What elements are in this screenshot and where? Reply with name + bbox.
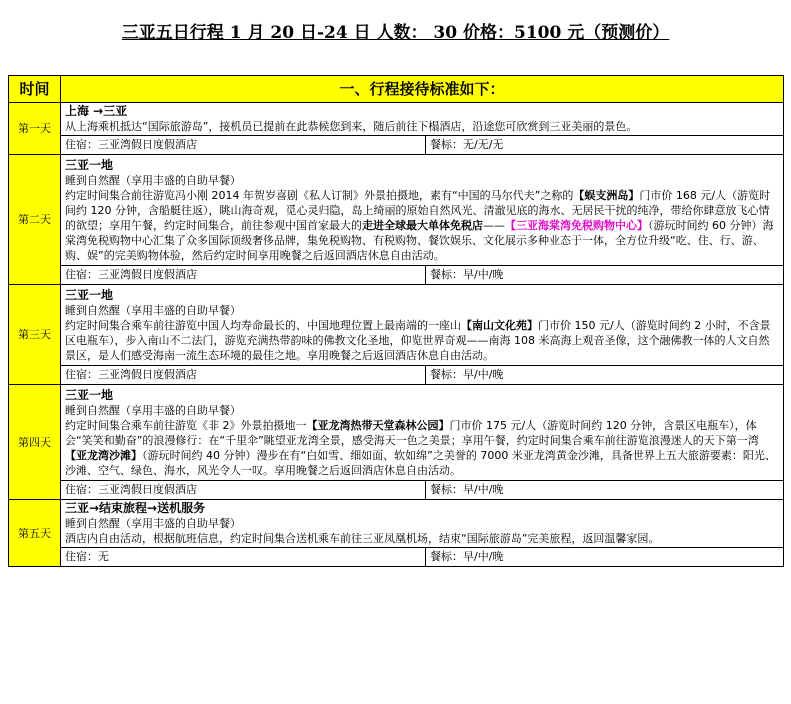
day-row	[9, 385, 784, 481]
info-row	[9, 548, 784, 567]
day-description: 约定时间集合乘车前往游览《非 2》外景拍摄地一【亚龙湾热带天堂森林公园】门市价 175 元/人（游览时间约 120 分钟，含景区电瓶车），体会“笑笑和勤奋”的浪漫修行：在“千里伞”眺望亚龙湾全景，感受海天一色之美景；享用午餐，约定时间集合乘车前往游览浪漫迷人的天下第一湾【亚龙湾沙滩】（游玩时间约 40 分钟）漫步在有“白如雪、细如面、软如绵”之美誉的 7000 米亚龙湾黄金沙滩，具备世界上五大旅游要素：阳光、沙滩、空气、绿色、海水，风光令人一叹。享用晚餐之后返回酒店休息自由活动。	[65, 419, 776, 477]
hotel-cell: 住宿：三亚湾假日度假酒店	[61, 366, 426, 385]
day-row	[9, 155, 784, 266]
day-label: 第五天	[9, 500, 61, 567]
day-content	[61, 385, 784, 481]
hotel-cell: 住宿：无	[61, 548, 426, 567]
day-content	[61, 155, 784, 266]
section-header: 一、行程接待标准如下：	[61, 76, 784, 103]
meals-cell: 餐标：无/无/无	[426, 136, 784, 155]
breakfast-note: 睡到自然醒（享用丰盛的自助早餐）	[65, 304, 241, 317]
time-header: 时间	[9, 76, 61, 103]
info-row	[9, 366, 784, 385]
route-title: 三亚一地	[65, 388, 114, 402]
info-row	[9, 136, 784, 155]
hotel-cell: 住宿：三亚湾假日度假酒店	[61, 136, 426, 155]
day-label: 第二天	[9, 155, 61, 285]
day-description: 从上海乘机抵达“国际旅游岛”，接机员已提前在此恭候您到来，随后前往下榻酒店，沿途您可欣赏到三亚美丽的景色。	[65, 120, 638, 133]
day-description: 约定时间集合乘车前往游览中国人均寿命最长的、中国地理位置上最南端的一座山【南山文化苑】门市价 150 元/人（游览时间约 2 小时，不含景区电瓶车），步入南山不二法门，游览充满热带韵味的佛教文化圣地，仰览世界奇观——南海 108 米高海上观音圣像，这个融佛教一体的人文自然景区，是人们感受海南一流生态环境的最佳之地。享用晚餐之后返回酒店休息自由活动。	[65, 319, 771, 362]
breakfast-note: 睡到自然醒（享用丰盛的自助早餐）	[65, 517, 241, 530]
hotel-cell: 住宿：三亚湾假日度假酒店	[61, 481, 426, 500]
day-label: 第一天	[9, 103, 61, 155]
day-content	[61, 285, 784, 366]
day-description: 酒店内自由活动，根据航班信息，约定时间集合送机乘车前往三亚凤凰机场，结束“国际旅游岛”完美旅程，返回温馨家园。	[65, 532, 660, 545]
route-title: 三亚一地	[65, 288, 114, 302]
day-description: 约定时间集合前往游览冯小刚 2014 年贺岁喜剧《私人订制》外景拍摄地，素有“中国的马尔代夫”之称的【蜈支洲岛】门市价 168 元/人（游览时间约 120 分钟，含船艇往返），眺山海奇观，觅心灵归隐，岛上绮丽的原始自然风光、清澈见底的海水、无居民干扰的纯净，带给你肆意放飞心情的欲望；享用午餐，约定时间集合，前往参观中国首家最大的走进全球最大单体免税店——【三亚海棠湾免税购物中心】（游玩时间约 60 分钟）海棠湾免税购物中心汇集了众多国际顶级奢侈品牌，集免税购物、有税购物、餐饮娱乐、文化展示多种业态于一体，全方位升级“吃、住、行、游、购、娱”的完美购物体验，然后约定时间享用晚餐之后返回酒店休息自由活动。	[65, 189, 774, 262]
meals-cell: 餐标：早/中/晚	[426, 481, 784, 500]
itinerary-table	[8, 75, 784, 567]
info-row	[9, 481, 784, 500]
page-title: 三亚五日行程 1 月 20 日-24 日 人数： 30 价格：5100 元（预测价）	[121, 23, 670, 43]
table-header-row	[9, 76, 784, 103]
route-title: 上海 →三亚	[65, 104, 128, 118]
day-row	[9, 285, 784, 366]
day-label: 第四天	[9, 385, 61, 500]
day-row	[9, 103, 784, 136]
day-row	[9, 500, 784, 548]
route-title: 三亚→结束旅程→送机服务	[65, 501, 206, 515]
route-title: 三亚一地	[65, 158, 114, 172]
meals-cell: 餐标：早/中/晚	[426, 366, 784, 385]
breakfast-note: 睡到自然醒（享用丰盛的自助早餐）	[65, 404, 241, 417]
meals-cell: 餐标：早/中/晚	[426, 266, 784, 285]
hotel-cell: 住宿：三亚湾假日度假酒店	[61, 266, 426, 285]
day-content	[61, 500, 784, 548]
info-row	[9, 266, 784, 285]
day-content	[61, 103, 784, 136]
day-label: 第三天	[9, 285, 61, 385]
breakfast-note: 睡到自然醒（享用丰盛的自助早餐）	[65, 174, 241, 187]
meals-cell: 餐标：早/中/晚	[426, 548, 784, 567]
